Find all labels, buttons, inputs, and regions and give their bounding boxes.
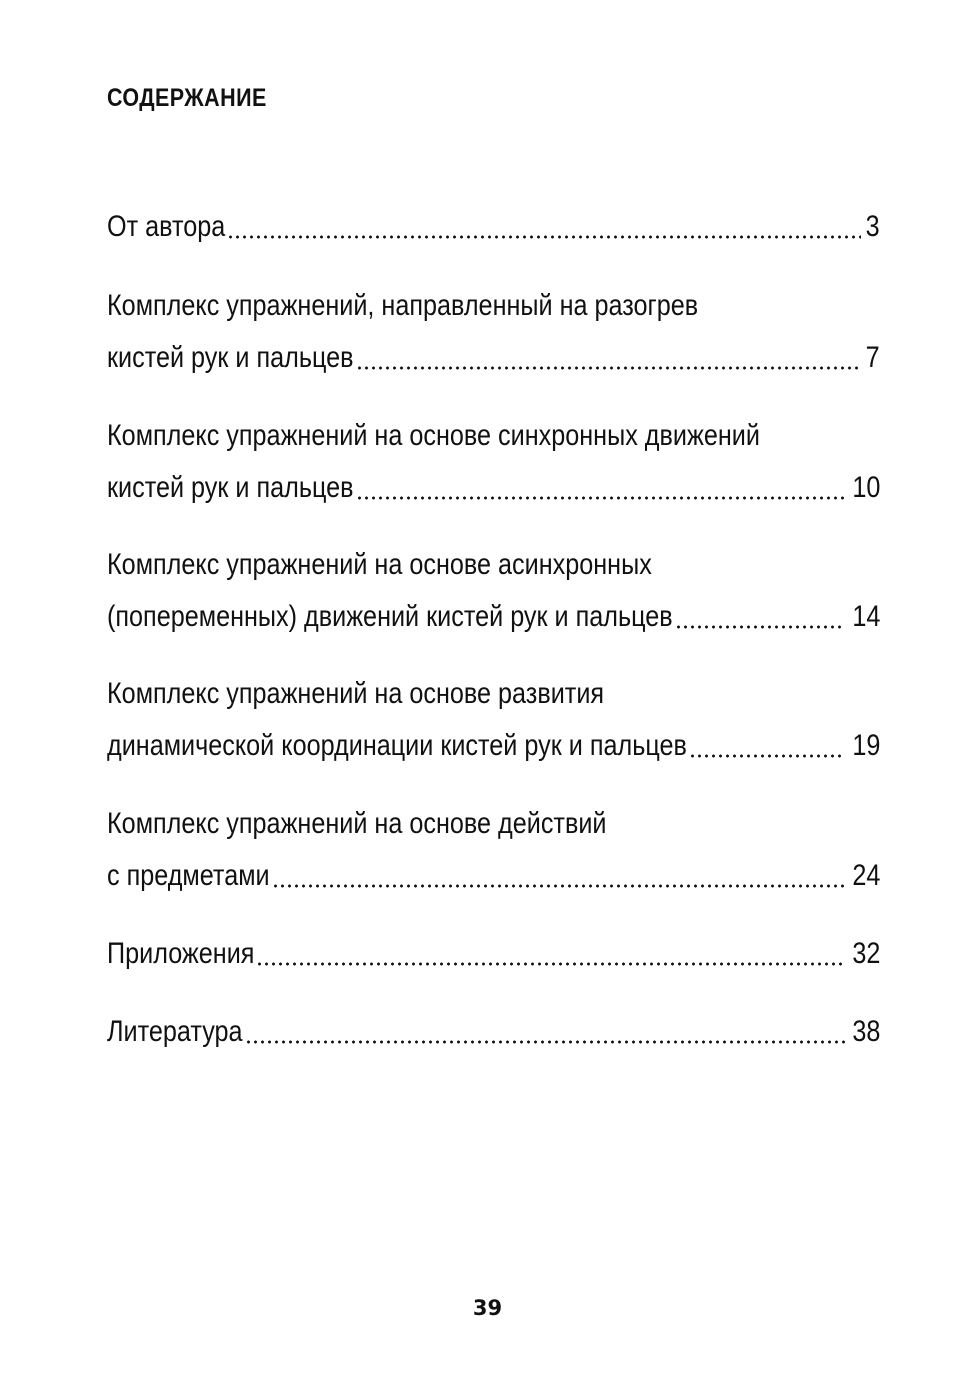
toc-entry[interactable]: [107, 928, 880, 980]
toc-entry-title: Комплекс упражнений, направленный на разогрев: [107, 289, 699, 322]
toc-entry-line: [107, 1006, 880, 1058]
toc-entry[interactable]: [107, 410, 880, 514]
dot-leader: [689, 754, 845, 758]
toc-entry-title: Комплекс упражнений на основе развития: [107, 677, 605, 710]
toc-entry-title: кистей рук и пальцев: [107, 471, 354, 504]
toc-entry-line: [107, 539, 880, 591]
dot-leader: [356, 496, 845, 500]
dot-leader: [245, 1040, 845, 1044]
toc-entry[interactable]: [107, 539, 880, 643]
table-of-contents: [107, 0, 880, 1394]
toc-entry-title: Комплекс упражнений на основе действий: [107, 807, 607, 840]
toc-entry-line: [107, 798, 880, 850]
toc-page-number: 24: [851, 859, 880, 892]
toc-entry-line: [107, 668, 880, 720]
toc-entry-title: От автора: [107, 210, 226, 243]
toc-entry-title: Комплекс упражнений на основе синхронных движений: [107, 419, 760, 452]
toc-page-number: 3: [865, 210, 880, 243]
toc-entry[interactable]: [107, 201, 880, 253]
toc-page-number: 19: [851, 729, 880, 762]
toc-entry[interactable]: [107, 798, 880, 902]
toc-entry-line: [107, 591, 880, 643]
toc-page-number: 10: [851, 471, 880, 504]
toc-entry-line: [107, 928, 880, 980]
toc-entry-title: Комплекс упражнений на основе асинхронных: [107, 548, 652, 581]
dot-leader: [675, 625, 845, 629]
toc-entry-title: динамической координации кистей рук и пальцев: [107, 729, 687, 762]
toc-entry-line: [107, 332, 880, 384]
toc-entry[interactable]: [107, 668, 880, 772]
toc-entry-line: [107, 201, 880, 253]
toc-page-number: 7: [865, 341, 880, 374]
toc-entry-line: [107, 720, 880, 772]
toc-page-number: 38: [851, 1015, 880, 1048]
toc-entry-line: [107, 410, 880, 462]
toc-entry-title: кистей рук и пальцев: [107, 341, 354, 374]
dot-leader: [272, 884, 845, 888]
page-number: 39: [472, 1296, 503, 1320]
toc-entry-line: [107, 280, 880, 332]
toc-entry[interactable]: [107, 280, 880, 384]
toc-entry-line: [107, 850, 880, 902]
toc-entry-title: (попеременных) движений кистей рук и пальцев: [107, 600, 673, 633]
toc-entry-title: Литература: [107, 1015, 243, 1048]
dot-leader: [256, 962, 844, 966]
toc-entry-title: Приложения: [107, 937, 255, 970]
dot-leader: [227, 235, 861, 239]
toc-entry-line: [107, 462, 880, 514]
toc-entry[interactable]: [107, 1006, 880, 1058]
toc-page-number: 32: [851, 937, 880, 970]
toc-page-number: 14: [851, 600, 880, 633]
page-title: СОДЕРЖАНИЕ: [107, 84, 267, 112]
toc-entry-title: с предметами: [107, 859, 270, 892]
dot-leader: [356, 366, 862, 370]
